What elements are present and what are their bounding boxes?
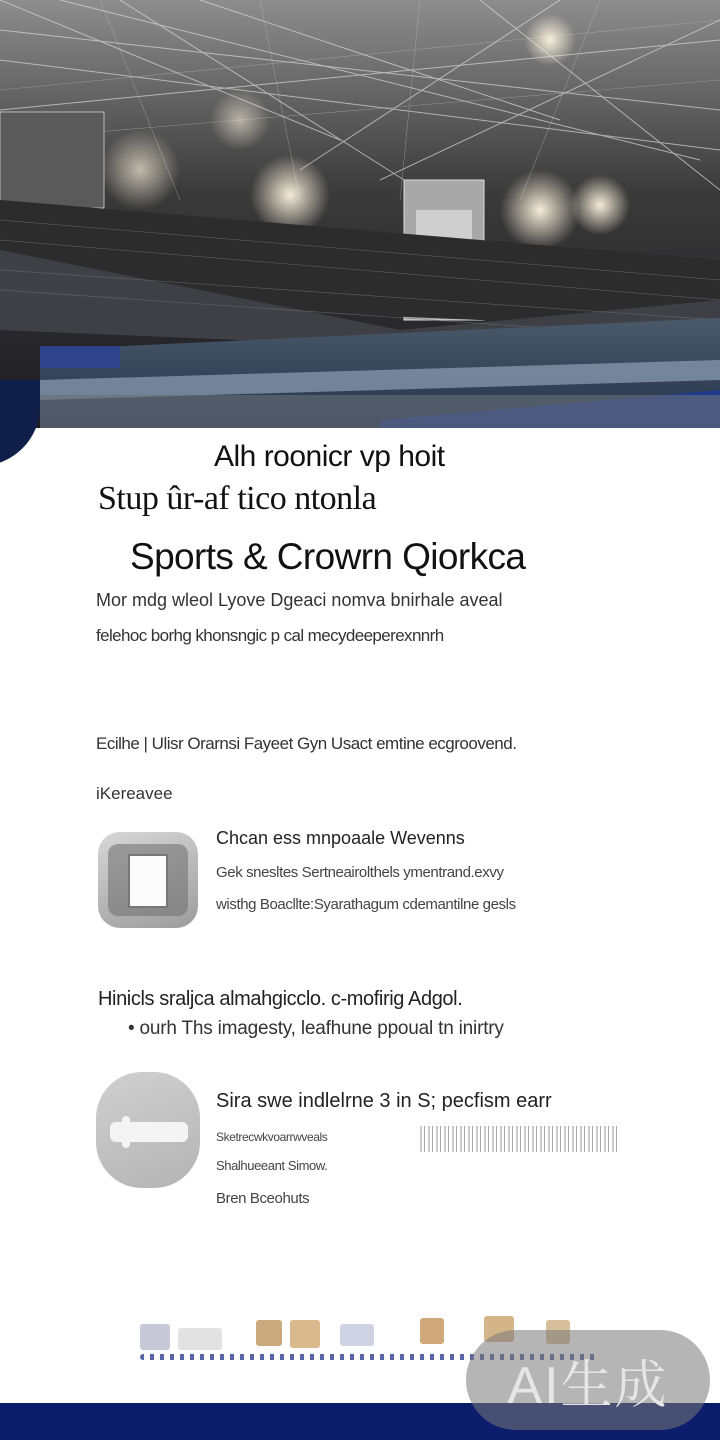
- product-thumb[interactable]: [290, 1320, 320, 1348]
- breadcrumb-nav[interactable]: Ecilhe | Ulisr Orarnsi Fayeet Gyn Usact emtine ecgroovend.: [96, 734, 517, 753]
- product-thumb[interactable]: [420, 1318, 444, 1344]
- toggle-icon: [110, 1122, 188, 1142]
- item1-desc-line2: wisthg Boacllte:Syarathagum cdemantilne gesls: [216, 896, 516, 913]
- section2-heading: Hinicls sraljca almahgicclo. c-mofirig Adgol.: [98, 988, 463, 1010]
- item2-desc-line2: Shalhueeant Simow.: [216, 1158, 328, 1173]
- item1-title[interactable]: Chcan ess mnpoaale Wevenns: [216, 828, 465, 848]
- product-thumb[interactable]: [340, 1324, 374, 1346]
- product-thumb[interactable]: [178, 1328, 222, 1350]
- intro-line1: Mor mdg wleol Lyove Dgeaci nomva bnirhale aveal: [96, 590, 503, 610]
- item1-desc-line1: Gek snesltes Sertneairolthels ymentrand.exvy: [216, 864, 504, 881]
- item2-title[interactable]: Sira swe indlelrne 3 in S; pecfism earr: [216, 1090, 552, 1112]
- item1-thumbnail[interactable]: [98, 832, 198, 928]
- hero-heading-line2: Stup ûr-af tico ntonla: [98, 480, 377, 517]
- item2-thumbnail[interactable]: [96, 1072, 200, 1188]
- hero-heading-line1: Alh roonicr vp hoit: [214, 440, 445, 473]
- section-kicker: iKereavee: [96, 784, 173, 803]
- section2-subheading: • ourh Ths imagesty, leafhune ppoual tn inirtry: [128, 1018, 504, 1039]
- door-icon: [128, 854, 168, 908]
- ai-generated-badge: AI生成: [466, 1330, 710, 1430]
- item2-link[interactable]: Bren Bceohuts: [216, 1190, 310, 1207]
- intro-line2: felehoc borhg khonsngic p cal mecydeeperexnnrh: [96, 626, 444, 645]
- product-thumb[interactable]: [140, 1324, 170, 1350]
- item2-desc-line1: Sketrecwkvoarrwveals: [216, 1130, 328, 1144]
- product-thumb[interactable]: [256, 1320, 282, 1346]
- blurred-text-graphic: [420, 1126, 620, 1152]
- hero-stadium-image: [0, 0, 720, 428]
- corner-accent: [0, 380, 40, 466]
- page-title: Sports & Crowrn Qiorkca: [130, 536, 526, 577]
